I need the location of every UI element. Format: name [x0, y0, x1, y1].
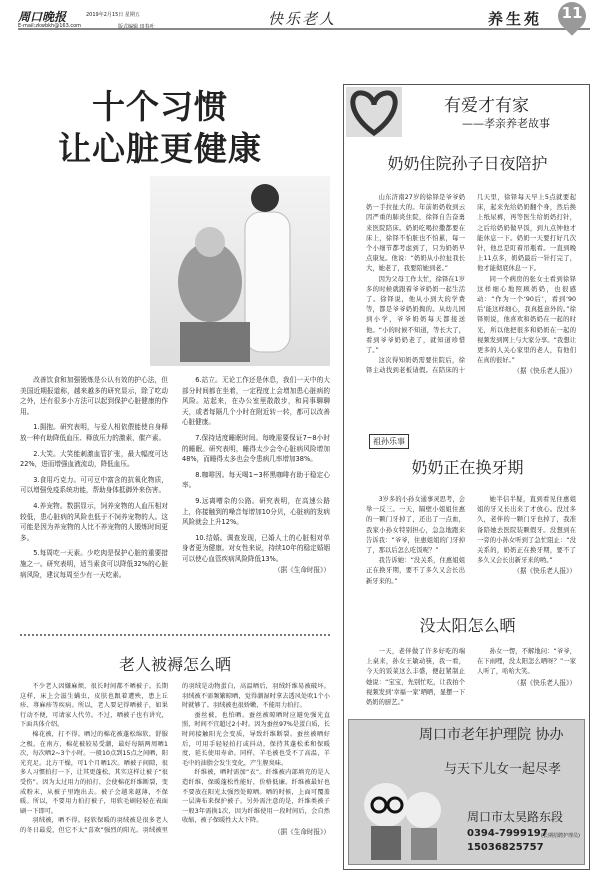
- article-source: （据《生命时报》）: [273, 565, 330, 574]
- paragraph: 3岁多的小孙女通事灵思考，会举一反三。一天，隔壁小姐姐住惠的一颗门牙掉了，还出了一点血，我家小孙女特别担心，急急地跑来告诉我：“爷爷，住惠姐姐的门牙掉了，那以后怎么吃饭呢？”: [366, 496, 465, 555]
- paragraph: 5.每周吃一天素。少吃肉是保护心脏的重要措施之一。研究表明，适当素食可以降低32%的心脏病风险，建议每周至少有一天吃素。: [20, 549, 168, 579]
- paragraph: 纤维被，晒时需加“衣”。纤维被内部填充的是人造纤维，保暖蓬松性能好，价格低廉。纤维被最好也不要放在阳光太强烈处晾晒。晒的时候，上面可覆盖一层薄布来保护被子。另外需注意的是，纤维类被子一般3年需换1次，因为纤维使用一段时间后，会自然收缩，被子保暖性大大下降。: [182, 769, 330, 825]
- paragraph: 不少老人因嫌麻烦，很长时间都不晒被子。长期这样，床上会滋生螨虫，皮肤也跟着遭殃，患上丘疹、荨麻疹等疾病。所以，老人要记得晒被子，如果行动不便，可请家人代劳。不过，晒被子也有讲究，下面具体介绍。: [20, 683, 168, 729]
- page-header: [18, 4, 590, 30]
- banner-subtitle: ——孝亲养老故事: [462, 117, 550, 130]
- paragraph: 9.远离嘈杂的公路。研究表明，在高速公路上，你接触到的噪音每增加10分贝，心脏病的发病风险就会上升12%。: [182, 496, 330, 527]
- paragraph: 8.咖啡因。每天喝1~3杯黑咖啡有助于稳定心率。: [182, 470, 330, 490]
- ad-phone-1: 0394-7999197: [467, 828, 548, 839]
- paragraph: 6.站立。无论工作还是休息，我们一天中的大部分时间都在坐着，一定程度上会增加患心脏病的风险。站起来，在办公室里散散步，和同事聊聊天，或者每隔几个小时在附近转一转，都可以改善心脏健康。: [182, 376, 330, 427]
- paragraph: 10.结婚。调查发现，已婚人士的心脏相对单身者更为健康。对女性来说，持续10年的稳定婚姻可以使心血管疾病风险降低13%。: [182, 533, 330, 563]
- paragraph: 羽绒被，晒不得。轻软保暖的羽绒被是很多老人的冬日最爱，但它不太“喜欢”强烈的阳光。羽绒被里的羽绒是动物蛋白，高温晒后，羽绒纤维易被破坏。羽绒被不需频繁晾晒，觉得潮湿时拿去透风处吹1个小时就够了。羽绒被也很娇嫩，不能用力拍打。: [20, 683, 330, 834]
- paragraph: 一天，老伴做了许多好吃的端上桌来，孙女王敏动筷，我一看，今天的饭菜这么丰盛，便赶紧制止她说：“宝宝，先别忙吃，让我拍个视频发到‘幸福一家’晒晒，显摆一下奶奶的厨艺。”: [366, 648, 465, 707]
- paragraph: 因为父母工作太忙，徐铎在1岁多的时候就跟着爷爷奶奶一起生活了。徐铎说，他从小到大的学费等，都是爷爷奶奶掏的。从幼儿园到小学，爷爷奶奶每天都接送他。“小的时候不知道，等长大了，看到爷爷奶奶老了，就知道珍惜了。”: [366, 275, 465, 355]
- paragraph: 山东济南27岁的徐铎是爷爷奶奶一手拉扯大的。年前奶奶收到云因严重的肺炎住院，徐铎自告奋勇来医院陪床。奶奶吃喝拉撒都要在床上，徐铎不怕脏也不怕累，每一个小细节都考虑到了，只为奶奶早点康复。他说：“奶奶从小拉扯我长大，她老了，我要陪她到老。”: [366, 194, 465, 273]
- ad-note: (长期招聘护理员): [541, 833, 580, 839]
- nurse-elderly-photo: [150, 176, 330, 366]
- section-tag: [369, 429, 409, 449]
- paragraph: 2.大笑。大笑能刺激血管扩张，最大幅度可达22%，进而增强血液流动，降低血压。: [20, 449, 168, 469]
- issue-date: 2019年2月15日 星期五: [86, 12, 140, 18]
- heart-article-body: [20, 375, 330, 580]
- paragraph: 同一个病房的张女士看到徐铎这样细心地照顾奶奶，也很感动：“作为一个‘90后’，看到‘90后’能这样细心，我真挺意外的。”徐铎则说，他喜欢和奶奶在一起的时光，所以他把很多和奶奶在一起的视频发到网上与大家分享。“我想让更多的人关心家里的老人，有他们在真的很好。”: [477, 275, 576, 365]
- family-column-box: [343, 84, 590, 870]
- story3-body: [366, 647, 576, 708]
- headline-line-2: 让心脏更健康: [58, 129, 262, 168]
- paragraph: 这次得知奶奶需要住院后，徐铎主动找到老板请假。在陪床的十几天里，徐铎每天早上5点就要起床，起来先给奶奶翻个身，然后换上纸尿裤，再等医生给奶奶打针，之后给奶奶做早饭，到九点钟他才能休息一下。奶奶一天要打好几次针，他总是盯着吊瓶看。一直到晚上11点多，奶奶最后一针打完了，他才能彻底休息一下。: [366, 194, 576, 375]
- tag-label: 祖孙乐事: [369, 434, 409, 449]
- story2-body: [366, 495, 576, 587]
- ad-address: 周口市太昊路东段: [467, 810, 564, 824]
- story3-headline: 没太阳怎么晒: [419, 616, 516, 635]
- story1-headline: 奶奶住院孙子日夜陪护: [387, 154, 548, 173]
- page-number: 11: [561, 4, 583, 22]
- banner-title: 有爱才有家: [444, 96, 529, 116]
- article-source: （据《快乐老人报》）: [513, 367, 576, 376]
- section-title: 养生苑: [488, 10, 543, 28]
- ad-organizer: 周口市老年护理院 协办: [419, 727, 564, 743]
- article-source: （据《快乐老人报》）: [513, 678, 576, 687]
- divider: [20, 634, 330, 636]
- quilt-article-body: [20, 682, 330, 838]
- paragraph: 我告诉她：“没关系，住惠姐姐正在换牙期，要不了多久又会长出新牙来的。”: [366, 557, 465, 585]
- paragraph: 蚕丝被，也怕晒。蚕丝被晾晒时应避免强光直照，时间不宜超过2小时。因为蚕丝97%是蛋白质，长时间接触阳光会变质，导致纤维断裂。蚕丝被晒好后，可用手轻轻拍打或抖动，保持其蓬松柔和保暖度，延长使用寿命。同样，羊毛被也受不了高温，羊毛中的油脂会发生变化，产生腥臭味。: [182, 711, 330, 767]
- column-title: 快乐老人: [268, 10, 337, 28]
- paragraph: 改善饮食和加强锻炼是公认有效的护心法，但美国近期报道称，越来越多的研究显示，除了吃动之外，还有很多小方法可以起到保护心脏健康的作用。: [20, 376, 168, 416]
- paragraph: 1.拥抱。研究表明，与爱人相依偎能使自身释放一种有助降低血压、释放压力的激素，催产素。: [20, 423, 168, 442]
- main-headline: [30, 86, 290, 170]
- headline-line-1: 十个习惯: [92, 87, 228, 126]
- paragraph: 棉花被，打不得。晒过的棉花被蓬松绵软，舒服之极。在南方，棉花被较易受潮，最好每隔两周晒1次，每次晒2~3个小时。一般10点到15点之间晒，阳光充足。北方干燥，可1个月晒1次。晒被子间隙，很多人习惯拍打一下，让其更蓬松，其实这样让被子“很受伤”。因为太过用力的拍打，会使棉花纤维断裂，变成粉末，从被子里跑出去。被子会越来越薄，不保暖。所以，不要用力拍打被子，用软毛刷轻轻在表面刷一下即可。: [20, 730, 168, 815]
- paragraph: 3.食用巧克力。可可豆中富含的抗氧化物质，可以增强免疫系统功能，帮助身体抵御外来伤害。: [20, 475, 168, 495]
- quilt-headline: 老人被褥怎么晒: [118, 655, 231, 674]
- article-source: （据《快乐老人报》）: [513, 567, 576, 576]
- email: E-mail:zkwbkh@163.com: [18, 23, 82, 29]
- paragraph: 她半信半疑，直到看见住惠姐姐的牙又长出来了才放心。没过多久，老伴的一颗门牙也掉了，我准备陪她去医院装颗假牙。没想到在一旁的小孙女听到了急忙阻止：“没关系的，奶奶正在换牙期，要不了多久又会长出新牙来的哟。”: [477, 496, 576, 565]
- editor: 版式编辑 田春叶: [118, 24, 155, 30]
- story1-body: [366, 193, 576, 377]
- paragraph: 7.保持适度睡眠时间。每晚需要保证7~8小时的睡眠。研究表明，睡得太少会令心脏病风险增加48%，而睡得太多也会令患病几率增加38%。: [182, 433, 330, 464]
- paragraph: 孙女一愣，不解地问：“爷爷，在下雨哩，没太阳怎么晒呀？”一家人听了，哈哈大笑。: [477, 648, 576, 676]
- nursing-home-ad: [348, 719, 585, 865]
- newspaper-logo: 周口晚报: [18, 10, 67, 24]
- ad-phone-2: 15036825757: [467, 842, 544, 853]
- paragraph: 4.养宠物。数据显示，饲养宠物的人血压相对较低，患心脏病的风险也低于不饲养宠物的人。这可能是因为养宠物的人比不养宠物的人锻炼时间更多。: [20, 501, 168, 542]
- ad-slogan: 与天下儿女一起尽孝: [444, 762, 562, 777]
- cartoon-couple-icon: [351, 760, 451, 864]
- heart-image: [346, 87, 402, 137]
- article-source: （据《生命时报》）: [273, 827, 330, 836]
- story2-headline: 奶奶正在换牙期: [411, 458, 524, 477]
